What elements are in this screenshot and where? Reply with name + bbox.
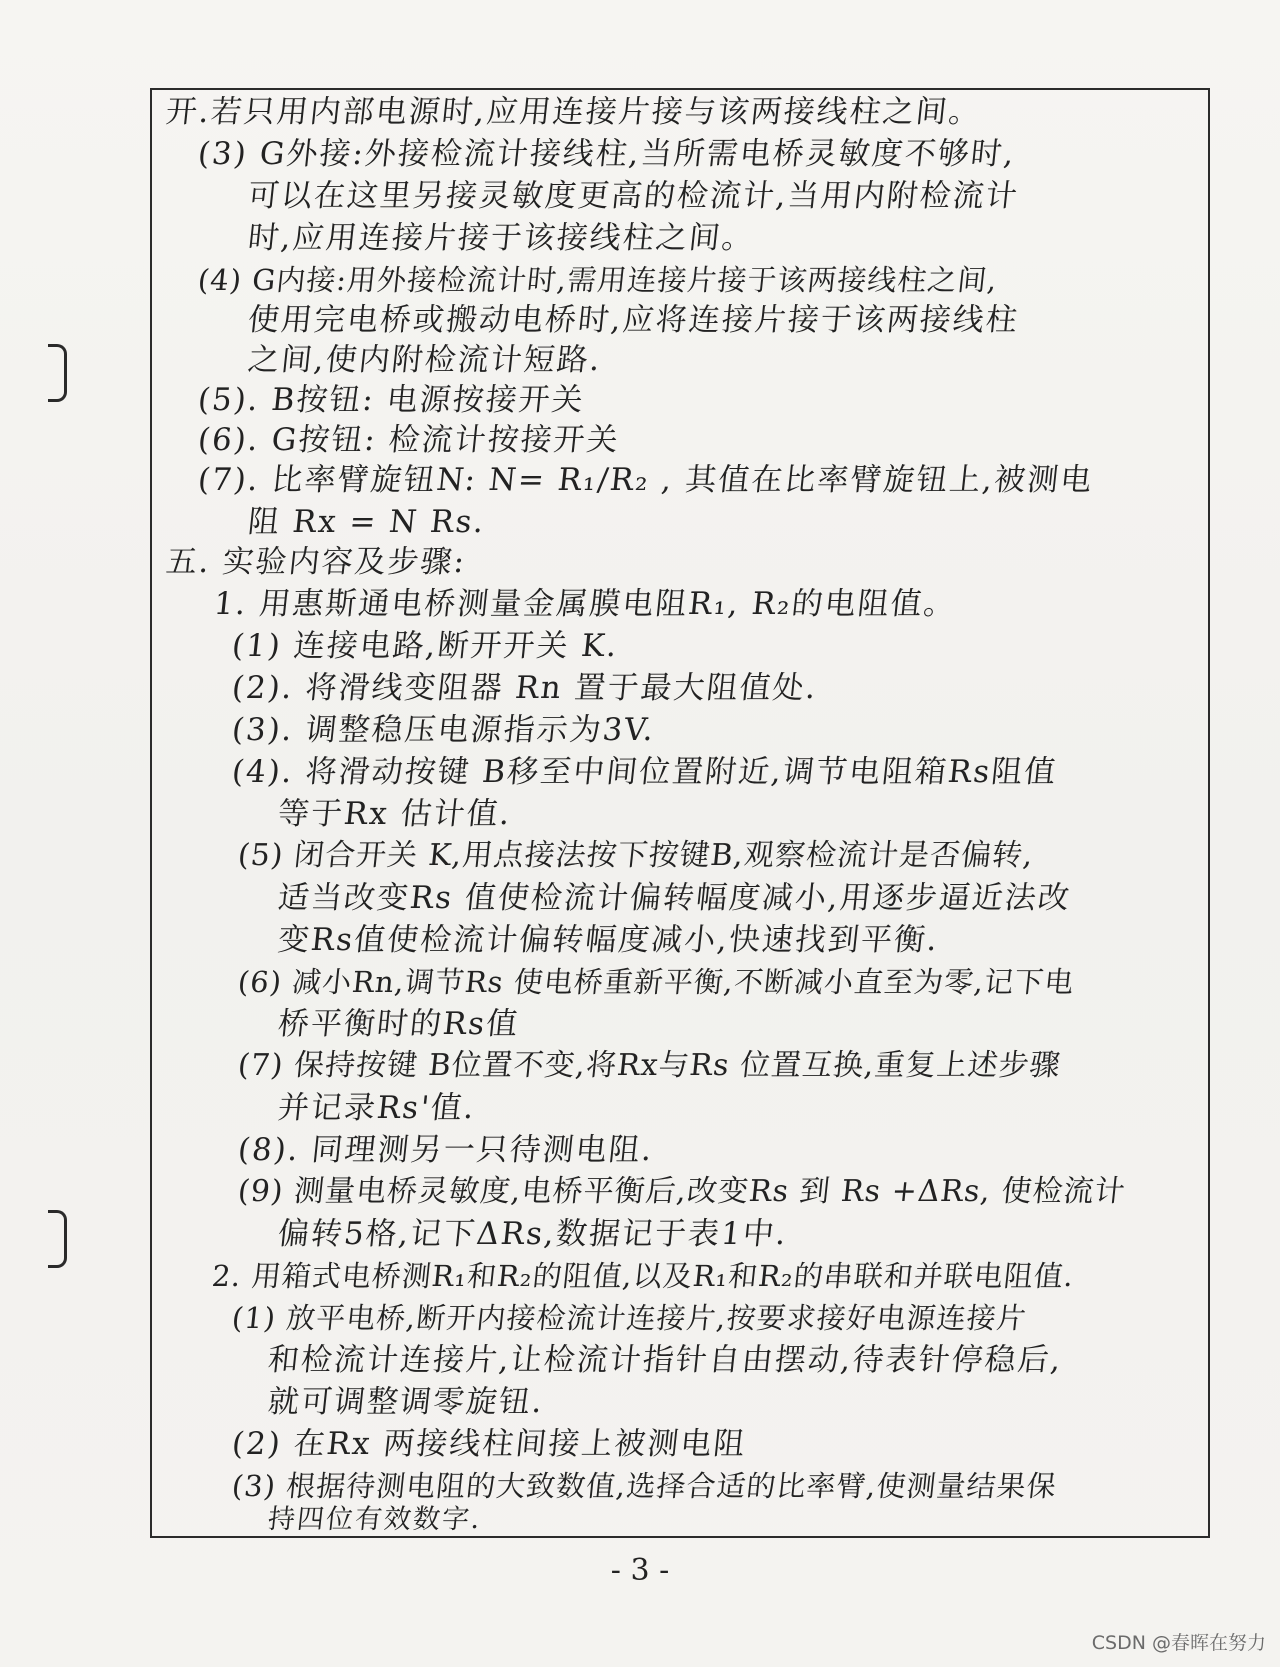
text-line: 持四位有效数字. [266,1504,484,1535]
text-line: (2) 在Rx 两接线柱间接上被测电阻 [230,1426,749,1462]
text-line: (3) G外接:外接检流计接线柱,当所需电桥灵敏度不够时, [196,136,1018,172]
text-line: 适当改变Rs 值使检流计偏转幅度减小,用逐步逼近法改 [276,880,1073,916]
text-line: 之间,使内附检流计短路. [246,342,604,378]
text-line: 阻 Rx = N Rs. [246,504,488,540]
text-line: (4) G内接:用外接检流计时,需用连接片接于该两接线柱之间, [196,263,1000,297]
text-line: (1) 放平电桥,断开内接检流计连接片,按要求接好电源连接片 [230,1301,1029,1335]
text-line: (4). 将滑动按键 B移至中间位置附近,调节电阻箱Rs阻值 [230,754,1060,790]
text-line: 并记录Rs'值. [276,1090,478,1126]
text-line: (7). 比率臂旋钮N: N= R₁/R₂ , 其值在比率臂旋钮上,被测电 [196,462,1096,498]
text-line: 开.若只用内部电源时,应用连接片接与该两接线柱之间。 [164,94,984,130]
text-line: (8). 同理测另一只待测电阻. [236,1132,656,1168]
text-line: (9) 测量电桥灵敏度,电桥平衡后,改变Rs 到 Rs +ΔRs, 使检流计 [236,1174,1128,1209]
handwritten-text [152,90,1208,1536]
text-line: (5) 闭合开关 K,用点接法按下按键B,观察检流计是否偏转, [236,838,1036,873]
text-line: 2. 用箱式电桥测R₁和R₂的阻值,以及R₁和R₂的串联和并联电阻值. [210,1259,1076,1293]
text-line: (7) 保持按键 B位置不变,将Rx与Rs 位置互换,重复上述步骤 [236,1048,1063,1083]
text-line: (2). 将滑线变阻器 Rn 置于最大阻值处. [230,670,820,706]
text-line: 就可调整调零旋钮. [266,1384,546,1420]
binding-staple-top [48,344,67,402]
text-line: 偏转5格,记下ΔRs,数据记于表1中. [276,1216,790,1252]
text-line: 可以在这里另接灵敏度更高的检流计,当用内附检流计 [246,178,1021,214]
text-line: 变Rs值使检流计偏转幅度减小,快速找到平衡. [276,922,941,958]
text-line: (3). 调整稳压电源指示为3V. [230,712,658,748]
text-line: (1) 连接电路,断开开关 K. [230,628,621,664]
text-line: (6) 减小Rn,调节Rs 使电桥重新平衡,不断减小直至为零,记下电 [236,965,1077,999]
page-number: - 3 - [610,1553,670,1588]
section-heading: 五. 实验内容及步骤: [164,544,469,580]
text-line: (5). B按钮: 电源按接开关 [196,382,587,418]
text-line: 使用完电桥或搬动电桥时,应将连接片接于该两接线柱 [246,302,1021,338]
text-line: 时,应用连接片接于该接线柱之间。 [246,220,757,256]
text-line: 等于Rx 估计值. [276,796,514,832]
text-line: 桥平衡时的Rs值 [276,1006,522,1042]
text-line: 1. 用惠斯通电桥测量金属膜电阻R₁, R₂的电阻值。 [212,586,959,622]
text-line: 和检流计连接片,让检流计指针自由摆动,待表针停稳后, [266,1342,1065,1378]
watermark: CSDN @春晖在努力 [1091,1632,1266,1654]
content-frame [150,88,1210,1538]
text-line: (6). G按钮: 检流计按接开关 [196,422,622,458]
binding-staple-bottom [48,1210,67,1268]
text-line: (3) 根据待测电阻的大致数值,选择合适的比率臂,使测量结果保 [230,1469,1059,1503]
